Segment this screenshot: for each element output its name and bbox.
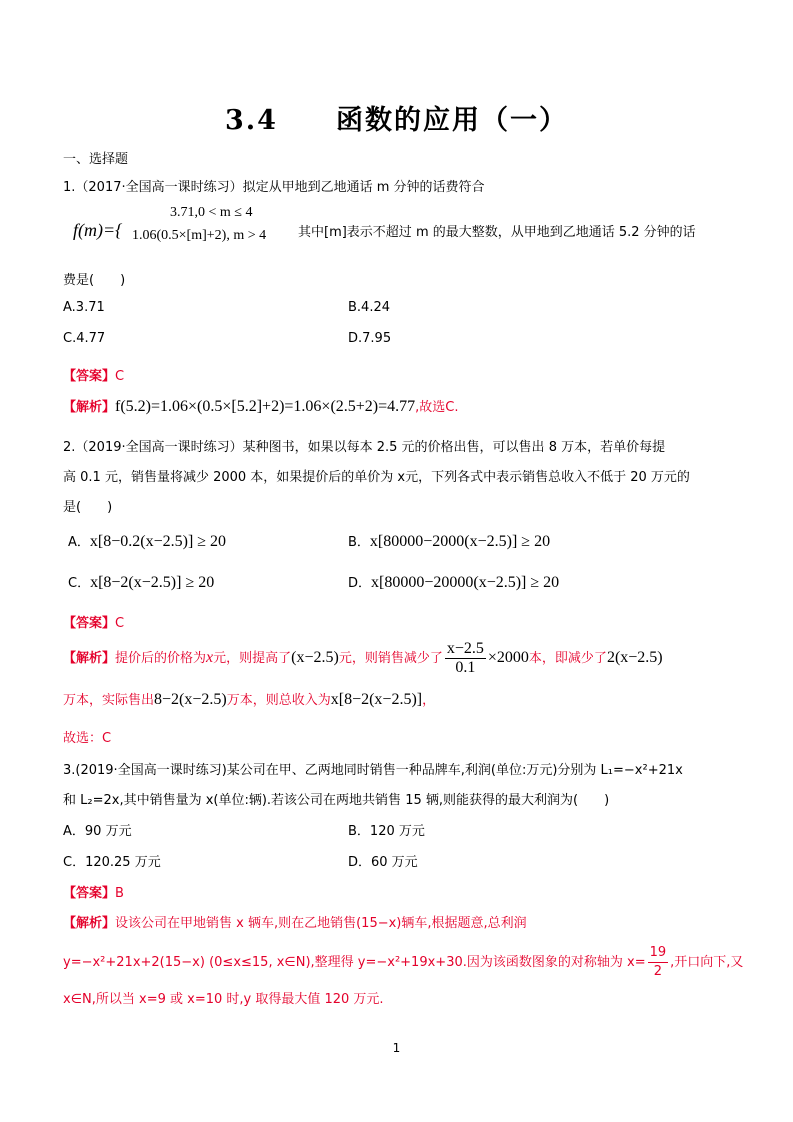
q1-case1: 3.71,0 < m ≤ 4	[170, 205, 253, 220]
q2-line1: 2.（2019·全国高一课时练习）某种图书，如果以每本 2.5 元的价格出售，可以售出 8 万本，若单价每提	[63, 440, 666, 455]
q2-analysis-expr1: (x−2.5)	[291, 649, 339, 666]
q2-analysis-line1	[63, 640, 663, 677]
q1-answer	[63, 365, 124, 384]
q2-analysis-line3: 故选：C	[63, 731, 112, 746]
section-heading: 一、选择题	[63, 152, 129, 167]
q2-analysis-text7: ，	[422, 693, 436, 708]
q3-analysis-tag: 【解析】	[63, 916, 116, 931]
q1-analysis-tag: 【解析】	[63, 400, 116, 415]
q2-analysis-text5: 万本，实际售出	[63, 693, 155, 708]
q1-option-d: D.7.95	[348, 331, 392, 346]
q3-analysis-line1	[63, 912, 527, 931]
q2-option-d-label: D．	[348, 576, 372, 591]
q2-analysis-text4: 本，即减少了	[528, 651, 607, 666]
q3-analysis-text2: y=−x²+21x+2(15−x) (0≤x≤15, x∈N),整理得 y=−x²+19x+30.因为该函数图象的对称轴为 x=	[63, 955, 646, 970]
q2-analysis-text6: 万本，则总收入为	[226, 693, 331, 708]
q2-analysis-tag: 【解析】	[63, 651, 116, 666]
q3-analysis-text1: 设该公司在甲地销售 x 辆车,则在乙地销售(15−x)辆车,根据题意,总利润	[115, 916, 527, 931]
q2-option-a-math: x[8−0.2(x−2.5)] ≥ 20	[89, 533, 227, 550]
q1-stem: 1.（2017·全国高一课时练习）拟定从甲地到乙地通话 m 分钟的话费符合	[63, 180, 485, 195]
q3-option-d: D．60 万元	[348, 855, 418, 870]
q2-option-a-label: A．	[68, 535, 90, 550]
q2-analysis-expr2: 2(x−2.5)	[606, 649, 663, 666]
page-title: 3.4 函数的应用（一）	[225, 105, 568, 136]
page-number: 1	[392, 1041, 401, 1055]
q1-analysis	[63, 396, 459, 416]
q2-fraction-denominator: 0.1	[455, 659, 476, 676]
q1-answer-tag: 【答案】	[63, 369, 116, 384]
q3-line2: 和 L₂=2x,其中销售量为 x(单位:辆).若该公司在两地共销售 15 辆,则能获得的最大利润为( )	[63, 793, 610, 808]
q1-analysis-end: ,故选C.	[415, 400, 459, 415]
q3-option-a: A．90 万元	[63, 824, 132, 839]
q2-option-b-label: B．	[348, 535, 370, 550]
q3-answer-tag: 【答案】	[63, 886, 116, 901]
q2-analysis-line2	[63, 689, 435, 709]
q2-option-c-math: x[8−2(x−2.5)] ≥ 20	[90, 574, 215, 591]
q2-analysis-text1: 提价后的价格为	[115, 651, 207, 666]
q2-option-c-label: C．	[68, 576, 91, 591]
q3-option-b: B．120 万元	[348, 824, 425, 839]
q2-answer-value: C	[115, 616, 125, 631]
q3-analysis-text3: ,开口向下,又	[670, 955, 744, 970]
q1-tail2: 费是( )	[63, 273, 126, 288]
q3-fraction-numerator: 19	[648, 944, 669, 963]
q2-option-b	[348, 531, 550, 551]
q3-fraction-denominator: 2	[653, 964, 662, 979]
q2-analysis-times: ×2000	[487, 649, 529, 666]
q2-analysis-expr3: 8−2(x−2.5)	[154, 691, 227, 708]
q3-analysis-line2	[63, 944, 743, 981]
q2-analysis-text3: 元，则销售减少了	[338, 651, 443, 666]
q1-answer-value: C	[115, 369, 125, 384]
q2-fraction-numerator: x−2.5	[446, 640, 484, 657]
q2-answer-tag: 【答案】	[63, 616, 116, 631]
q3-line1: 3.(2019·全国高一课时练习)某公司在甲、乙两地同时销售一种品牌车,利润(单位:万元)分别为 L₁=−x²+21x	[63, 763, 683, 778]
q1-case2: 1.06(0.5×[m]+2), m > 4	[132, 228, 267, 243]
q2-option-c	[68, 572, 214, 592]
q2-line2: 高 0.1 元，销售量将减少 2000 本，如果提价后的单价为 x元，下列各式中表示销售总收入不低于 20 万元的	[63, 470, 690, 485]
q2-analysis-text2: 元，则提高了	[213, 651, 292, 666]
q3-answer	[63, 882, 124, 901]
q2-line3: 是( )	[63, 500, 113, 515]
q1-func: f(m)={	[73, 220, 123, 240]
q2-analysis-fraction	[445, 640, 486, 677]
q3-answer-value: B	[115, 886, 124, 901]
q1-tail: 其中[m]表示不超过 m 的最大整数，从甲地到乙地通话 5.2 分钟的话	[298, 225, 696, 240]
q2-option-d-math: x[80000−20000(x−2.5)] ≥ 20	[371, 574, 560, 591]
q2-option-d	[348, 572, 559, 592]
q1-option-a: A.3.71	[63, 300, 105, 315]
q3-option-c: C．120.25 万元	[63, 855, 161, 870]
q2-option-a	[68, 531, 226, 551]
q3-analysis-fraction	[648, 944, 669, 981]
q2-option-b-math: x[80000−2000(x−2.5)] ≥ 20	[369, 533, 551, 550]
q1-option-c: C.4.77	[63, 331, 106, 346]
q3-analysis-line3: x∈N,所以当 x=9 或 x=10 时,y 取得最大值 120 万元.	[63, 992, 384, 1007]
q1-option-b: B.4.24	[348, 300, 390, 315]
q1-analysis-math: f(5.2)=1.06×(0.5×[5.2]+2)=1.06×(2.5+2)=4.77	[115, 398, 416, 415]
q2-analysis-expr4: x[8−2(x−2.5)]	[330, 691, 423, 708]
q2-answer	[63, 612, 124, 631]
q2-analysis-var-x: x	[206, 649, 214, 666]
